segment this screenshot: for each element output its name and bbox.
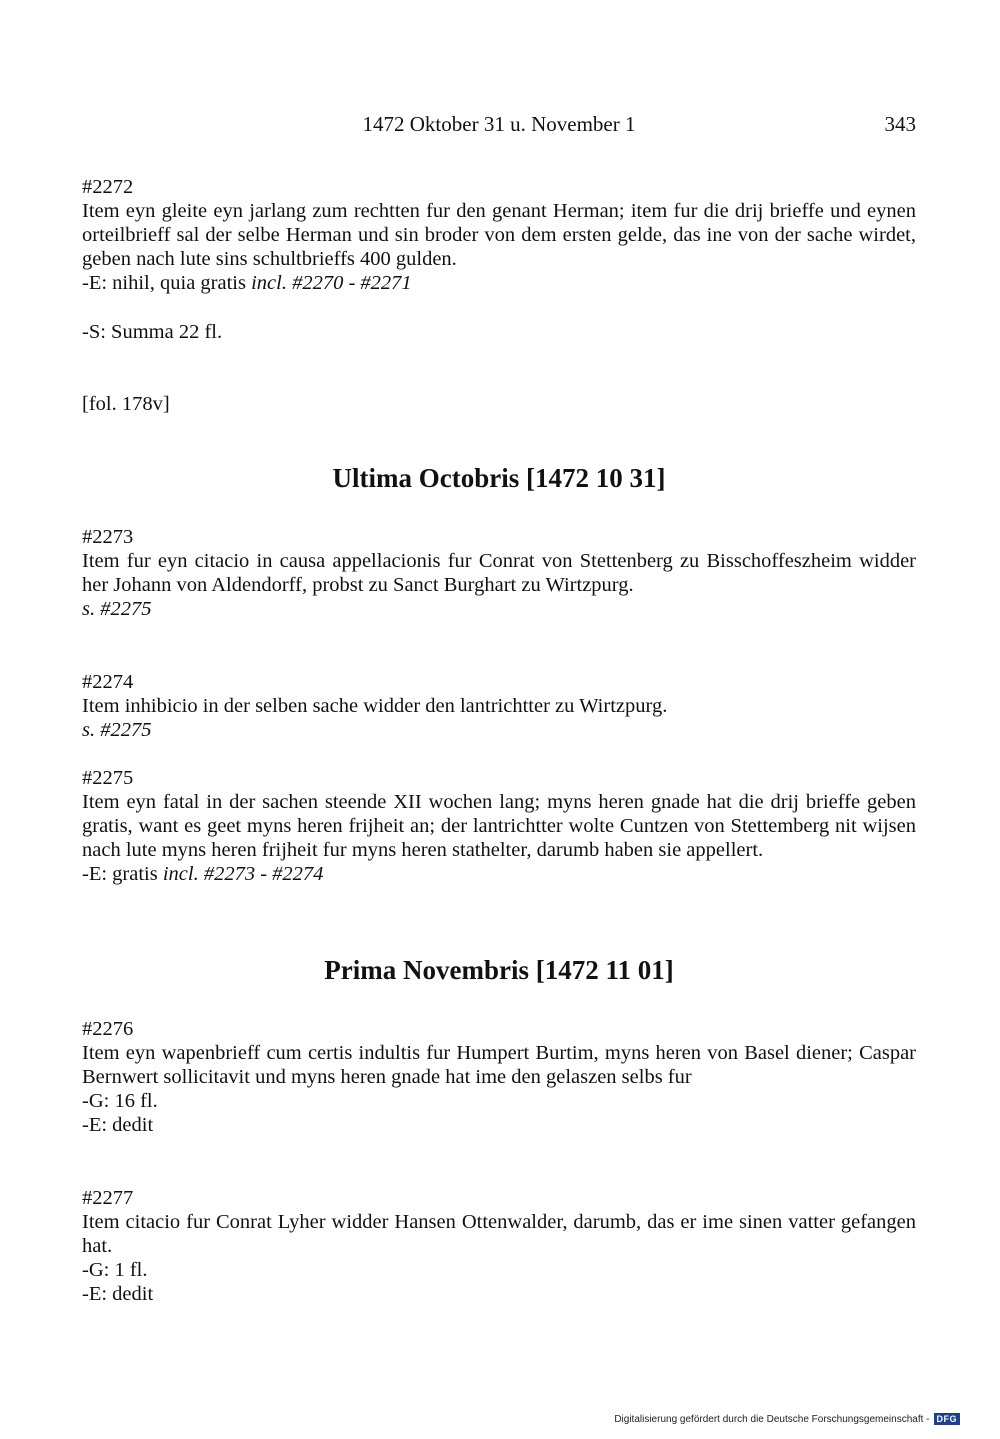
- entry-g-note: -G: 16 fl.: [82, 1090, 158, 1112]
- entry-e-note: -E: dedit: [82, 1114, 154, 1136]
- summa-line: [82, 320, 916, 344]
- note-reference: s. #2275: [82, 598, 152, 620]
- entry-number: #2275: [82, 767, 134, 789]
- footer-text: Digitalisierung gefördert durch die Deutsche Forschungsgemeinschaft -: [614, 1413, 930, 1425]
- entry-e-note: -E: dedit: [82, 1283, 154, 1305]
- note-prefix: -E: gratis: [82, 863, 163, 885]
- note-prefix: -E: nihil, quia gratis: [82, 272, 252, 294]
- entry-text: Item inhibicio in der selben sache widder den lantrichtter zu Wirtzpurg.: [82, 695, 668, 717]
- summa-text: -S: Summa 22 fl.: [82, 321, 223, 343]
- running-title: 1472 Oktober 31 u. November 1: [362, 112, 636, 136]
- entry-2276: [82, 1017, 916, 1137]
- entry-number: #2277: [82, 1187, 134, 1209]
- dfg-logo-icon: DFG: [934, 1413, 961, 1425]
- date-heading-2: Prima Novembris [1472 11 01]: [324, 955, 674, 985]
- entry-note: [82, 718, 916, 742]
- entry-text: Item eyn gleite eyn jarlang zum rechtten fur den genant Herman; item fur die drij brieffe und eynen orteilbrieff sal der selbe Herman und sin broder von dem ersten gelde, das ine von der sache wirdet, geben nach lute sins schultbrieffs 400 gulden.: [82, 200, 916, 270]
- note-reference: s. #2275: [82, 719, 152, 741]
- entry-2272: [82, 175, 916, 295]
- entry-2277: [82, 1186, 916, 1306]
- entry-note: [82, 271, 916, 295]
- entry-number: #2273: [82, 526, 134, 548]
- entry-number: #2272: [82, 176, 134, 198]
- note-reference: incl. #2270 - #2271: [251, 272, 412, 294]
- folio-marker: [82, 392, 916, 416]
- date-heading-1: Ultima Octobris [1472 10 31]: [332, 463, 666, 493]
- entry-note: [82, 597, 916, 621]
- folio-text: [fol. 178v]: [82, 393, 170, 415]
- entry-g-note: -G: 1 fl.: [82, 1259, 148, 1281]
- entry-number: #2276: [82, 1018, 134, 1040]
- entry-text: Item eyn wapenbrieff cum certis indultis fur Humpert Burtim, myns heren von Basel diener; Caspar Bernwert sollicitavit und myns heren gnade hat ime den gelaszen selbs fur: [82, 1042, 916, 1088]
- entry-2273: [82, 525, 916, 621]
- page-number: 343: [884, 112, 916, 136]
- entry-note: [82, 862, 916, 886]
- note-reference: incl. #2273 - #2274: [162, 863, 324, 885]
- running-head: [82, 112, 916, 142]
- entry-text: Item fur eyn citacio in causa appellacionis fur Conrat von Stettenberg zu Bisschoffeszheim widder her Johann von Aldendorff, probst zu Sanct Burghart zu Wirtzpurg.: [82, 550, 916, 596]
- entry-2275: [82, 766, 916, 886]
- entry-number: #2274: [82, 671, 134, 693]
- entry-2274: [82, 670, 916, 742]
- entry-text: Item citacio fur Conrat Lyher widder Hansen Ottenwalder, darumb, das er ime sinen vatter gefangen hat.: [82, 1211, 916, 1257]
- dfg-footer: [614, 1413, 960, 1425]
- entry-text: Item eyn fatal in der sachen steende XII wochen lang; myns heren gnade hat die drij brieffe geben gratis, want es geet myns heren frijheit an; der lantrichtter wolte Cuntzen von Stettemberg nit wijsen nach lute myns heren frijheit fur myns heren stathelter, darumb haben sie appellert.: [82, 791, 916, 861]
